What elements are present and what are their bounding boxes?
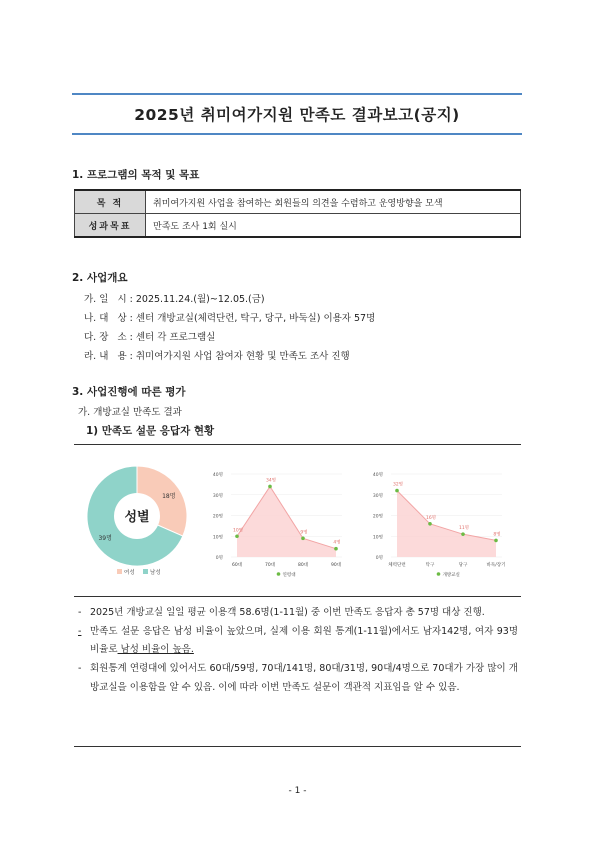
y-tick-label: 0명	[375, 556, 383, 561]
section3-heading: 3. 사업진행에 따른 평가	[72, 386, 186, 398]
data-label: 32명	[392, 482, 404, 488]
x-tick-label: 당구	[458, 563, 468, 568]
y-tick-label: 10명	[372, 535, 383, 541]
area-fill	[237, 486, 336, 557]
y-tick-label: 40명	[372, 473, 383, 478]
dash-marker: -	[78, 607, 82, 618]
section3-sub-a: 가. 개방교실 만족도 결과	[78, 407, 182, 418]
dash-marker: -	[78, 663, 82, 675]
goal-table	[74, 189, 521, 238]
y-tick-label: 20명	[372, 514, 383, 520]
data-point	[428, 522, 432, 526]
data-point	[395, 489, 399, 493]
pie-data-label: 39명	[98, 534, 112, 542]
data-point	[334, 547, 338, 551]
y-tick-label: 40명	[212, 473, 223, 478]
data-label: 4명	[333, 540, 341, 546]
divider-bottom	[74, 746, 521, 747]
legend-label: 개방교실	[442, 573, 460, 578]
data-point	[268, 485, 272, 489]
legend-marker	[277, 572, 281, 576]
table-row	[75, 214, 521, 238]
legend-marker	[437, 572, 441, 576]
purpose-key: 목 적	[75, 190, 146, 214]
data-label: 8명	[493, 532, 501, 538]
area-fill	[397, 491, 496, 557]
legend-label: 여성	[124, 570, 135, 576]
section1-heading: 1. 프로그램의 목적 및 목표	[72, 169, 200, 181]
bullet-text: 회원통계 연령대에 있어서도 60대/59명, 70대/141명, 80대/31명, 90대/4명으로 70대가 가장 많이 개방교실을 이용함을 알 수 있음. 이에 따라 이번 만족도 설문이 객관적 지표임을 알 수 있음.	[90, 663, 518, 693]
x-tick-label: 바둑/장기	[486, 563, 506, 568]
section3-sub-1: 1) 만족도 설문 응답자 현황	[86, 425, 215, 437]
y-tick-label: 30명	[212, 493, 223, 499]
data-point	[235, 534, 239, 538]
bullet-gender	[78, 623, 518, 660]
x-tick-label: 90대	[330, 563, 342, 568]
section2-heading: 2. 사업개요	[72, 272, 128, 284]
pie-data-label: 18명	[162, 493, 176, 501]
x-tick-label: 탁구	[425, 563, 435, 568]
goal-key: 성과목표	[75, 214, 146, 238]
document-title: 2025년 취미여가지원 만족도 결과보고(공지)	[134, 106, 460, 124]
overview-target: 나. 대 상 : 센터 개방교실(체력단련, 탁구, 당구, 바둑실) 이용자 57명	[84, 313, 376, 324]
age-area-chart	[213, 471, 342, 578]
data-point	[494, 539, 498, 543]
data-label: 34명	[265, 478, 277, 484]
data-label: 11명	[458, 526, 470, 532]
y-tick-label: 0명	[215, 556, 223, 561]
goal-value: 만족도 조사 1회 실시	[146, 214, 521, 238]
title-box	[72, 93, 522, 135]
x-tick-label: 70대	[264, 563, 276, 568]
legend-swatch	[143, 569, 148, 574]
data-label: 9명	[300, 530, 308, 536]
program-area-chart	[373, 471, 506, 578]
y-tick-label: 10명	[212, 535, 223, 541]
evaluation-bullets	[78, 604, 518, 698]
gender-pie-chart	[87, 466, 187, 576]
bullet-text: 만족도 설문 응답은 남성 비율이 높았으며, 실제 이용 회원 통계(1-11월)에서도 남자142명, 여자 93명 비율로	[90, 625, 518, 656]
data-label: 16명	[425, 515, 437, 521]
bullet-respondents	[78, 604, 518, 623]
divider-top	[74, 444, 521, 445]
overview-content: 라. 내 용 : 취미여가지원 사업 참여자 현황 및 만족도 조사 진행	[84, 351, 350, 362]
x-tick-label: 80대	[297, 563, 309, 568]
page-number: - 1 -	[288, 786, 307, 796]
overview-date: 가. 일 시 : 2025.11.24.(월)~12.05.(금)	[84, 294, 265, 305]
bullet-text: 2025년 개방교실 일일 평균 이용객 58.6명(1-11월) 중 이번 만족도 응답자 총 57명 대상 진행.	[90, 607, 485, 618]
legend-label: 연령대	[282, 573, 296, 578]
legend-swatch	[117, 569, 122, 574]
bullet-age	[78, 660, 518, 697]
data-label: 10명	[232, 528, 244, 534]
divider-middle	[74, 596, 521, 597]
charts-figure	[74, 456, 521, 586]
y-tick-label: 20명	[212, 514, 223, 520]
dash-marker: -	[78, 625, 82, 637]
data-point	[301, 537, 305, 541]
pie-title: 성별	[124, 510, 150, 525]
y-tick-label: 30명	[372, 493, 383, 499]
x-tick-label: 체력단련	[388, 563, 406, 568]
table-row	[75, 190, 521, 214]
underlined-text: 남성 비율이 높음.	[117, 644, 194, 656]
x-tick-label: 60대	[231, 563, 243, 568]
overview-place: 다. 장 소 : 센터 각 프로그램실	[84, 332, 216, 343]
data-point	[461, 532, 465, 536]
purpose-value: 취미여가지원 사업을 참여하는 회원들의 의견을 수렴하고 운영방향을 모색	[146, 190, 521, 214]
legend-label: 남성	[150, 570, 161, 576]
